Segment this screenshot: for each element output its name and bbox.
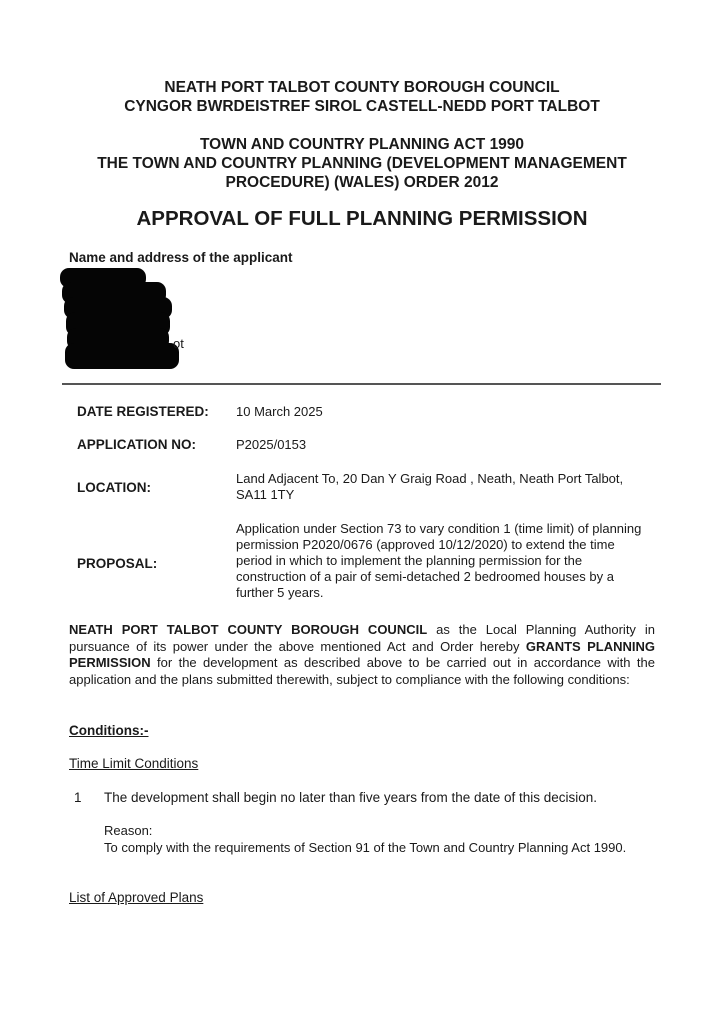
divider xyxy=(62,383,661,385)
statement-text-part1: as the Local Planning Authority in pursuance of its power under the above mentioned Act and Order hereby xyxy=(69,622,655,654)
condition-number: 1 xyxy=(74,790,82,805)
application-no-value: P2025/0153 xyxy=(236,437,307,452)
date-registered-value: 10 March 2025 xyxy=(236,404,323,419)
order-title-line1: THE TOWN AND COUNTRY PLANNING (DEVELOPMENT MANAGEMENT xyxy=(97,155,627,172)
reason-label: Reason: xyxy=(104,823,153,838)
reason-text: To comply with the requirements of Section 91 of the Town and Country Planning Act 1990. xyxy=(104,840,627,855)
applicant-label: Name and address of the applicant xyxy=(69,250,293,265)
location-label: LOCATION: xyxy=(77,480,151,495)
proposal-value: Application under Section 73 to vary condition 1 (time limit) of planning permission P2020/0676 (approved 10/12/2020) to extend the time period in which to implement the planning permission for the construction of a pair of semi-detached 2 bedroomed houses by a further 5 years. xyxy=(236,521,642,600)
document-title: APPROVAL OF FULL PLANNING PERMISSION xyxy=(136,207,588,230)
order-title-line2: PROCEDURE) (WALES) ORDER 2012 xyxy=(225,174,499,191)
conditions-heading: Conditions:- xyxy=(69,723,149,738)
grant-statement xyxy=(69,622,655,688)
statement-text-part2: for the development as described above to be carried out in accordance with the application and the plans submitted therewith, subject to compliance with the following conditions: xyxy=(69,655,655,687)
statement-council-name: NEATH PORT TALBOT COUNTY BOROUGH COUNCIL xyxy=(69,622,428,637)
proposal-label: PROPOSAL: xyxy=(77,556,158,571)
council-name-english: NEATH PORT TALBOT COUNTY BOROUGH COUNCIL xyxy=(164,79,560,96)
location-value: Land Adjacent To, 20 Dan Y Graig Road , Neath, Neath Port Talbot, SA11 1TY xyxy=(236,471,624,502)
time-limit-heading: Time Limit Conditions xyxy=(69,756,199,771)
statement-grants: GRANTS PLANNING PERMISSION xyxy=(69,638,656,670)
council-name-welsh: CYNGOR BWRDEISTREF SIROL CASTELL-NEDD PORT TALBOT xyxy=(124,98,600,115)
act-title: TOWN AND COUNTRY PLANNING ACT 1990 xyxy=(199,136,525,153)
applicant-address-fragment: ot xyxy=(173,336,184,351)
condition-text: The development shall begin no later than five years from the date of this decision. xyxy=(104,790,598,805)
application-no-label: APPLICATION NO: xyxy=(77,437,196,452)
approved-plans-heading: List of Approved Plans xyxy=(69,890,204,905)
date-registered-label: DATE REGISTERED: xyxy=(77,404,209,419)
